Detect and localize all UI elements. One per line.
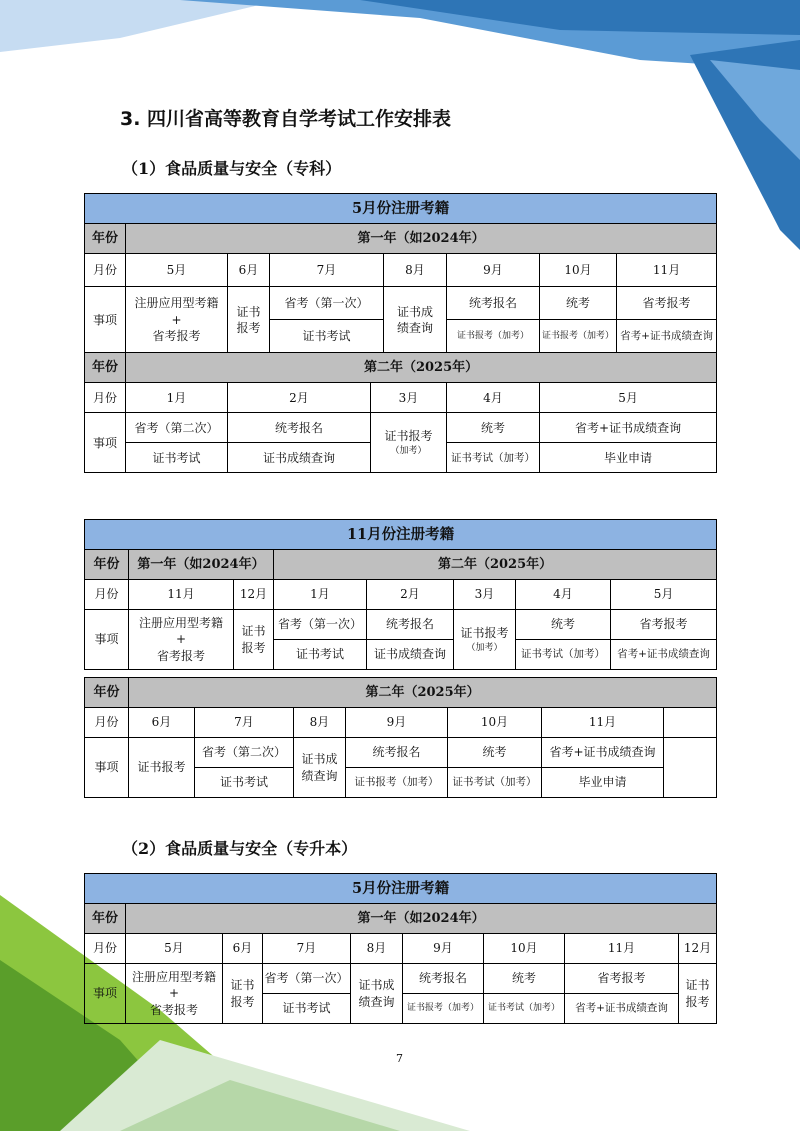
event-cell: 注册应用型考籍 + 省考报考 xyxy=(126,964,223,1024)
item-label: 事项 xyxy=(85,413,126,473)
event-cell: 证书考试 xyxy=(195,768,294,798)
month-cell: 2月 xyxy=(367,580,454,610)
year-second: 第二年（2025年） xyxy=(126,353,717,383)
month-cell: 12月 xyxy=(234,580,274,610)
month-cell: 11月 xyxy=(617,254,717,287)
event-cell: 证书成 绩查询 xyxy=(351,964,403,1024)
event-cell: 统考报名 xyxy=(447,287,540,320)
month-cell: 5月 xyxy=(540,383,717,413)
year-label: 年份 xyxy=(85,678,129,708)
year-label: 年份 xyxy=(85,224,126,254)
event-cell: 统考 xyxy=(484,964,565,994)
event-cell: 证书报考 xyxy=(129,738,195,798)
year-label: 年份 xyxy=(85,904,126,934)
month-cell: 9月 xyxy=(403,934,484,964)
month-cell: 11月 xyxy=(129,580,234,610)
month-cell: 5月 xyxy=(126,934,223,964)
event-cell: 证书报考（加考） xyxy=(540,320,617,353)
month-label: 月份 xyxy=(85,580,129,610)
schedule-table-may-associate xyxy=(84,193,717,473)
event-cell: 省考（第二次） xyxy=(126,413,228,443)
event-cell: 省考报考 xyxy=(565,964,679,994)
event-cell: 统考 xyxy=(448,738,542,768)
subsection-title-1: （1）食品质量与安全（专科） xyxy=(122,159,342,178)
event-cell: 省考（第一次） xyxy=(270,287,384,320)
event-cell: 注册应用型考籍 + 省考报考 xyxy=(129,610,234,670)
event-cell: 毕业申请 xyxy=(542,768,664,798)
month-label: 月份 xyxy=(85,708,129,738)
event-cell: 证书考试（加考） xyxy=(447,443,540,473)
table-caption: 5月份注册考籍 xyxy=(85,194,717,224)
item-label: 事项 xyxy=(85,610,129,670)
month-cell: 5月 xyxy=(126,254,228,287)
item-label: 事项 xyxy=(85,738,129,798)
event-cell: 证书报考（加考） xyxy=(447,320,540,353)
month-cell: 10月 xyxy=(448,708,542,738)
event-cell: 省考+证书成绩查询 xyxy=(540,413,717,443)
event-cell: 证书考试（加考） xyxy=(516,640,611,670)
event-cell: 证书报考 （加考） xyxy=(454,610,516,670)
event-cell: 证书报考（加考） xyxy=(403,994,484,1024)
event-cell: 统考 xyxy=(447,413,540,443)
month-cell: 11月 xyxy=(542,708,664,738)
table-caption: 11月份注册考籍 xyxy=(85,520,717,550)
month-cell: 12月 xyxy=(679,934,717,964)
month-cell: 6月 xyxy=(129,708,195,738)
schedule-table-may-bachelor xyxy=(84,873,717,1024)
month-cell: 10月 xyxy=(484,934,565,964)
year-first: 第一年（如2024年） xyxy=(129,550,274,580)
event-cell: 毕业申请 xyxy=(540,443,717,473)
event-cell: 证书成绩查询 xyxy=(367,640,454,670)
month-cell: 1月 xyxy=(126,383,228,413)
year-second: 第二年（2025年） xyxy=(274,550,717,580)
month-cell: 6月 xyxy=(223,934,263,964)
event-cell: 证书 报考 xyxy=(228,287,270,353)
event-cell: 统考 xyxy=(540,287,617,320)
event-cell: 统考 xyxy=(516,610,611,640)
event-cell: 证书报考 （加考） xyxy=(371,413,447,473)
event-cell: 证书 报考 xyxy=(679,964,717,1024)
month-cell: 7月 xyxy=(195,708,294,738)
event-cell: 证书考试（加考） xyxy=(448,768,542,798)
schedule-table-november-associate xyxy=(84,519,717,670)
year-first: 第一年（如2024年） xyxy=(126,904,717,934)
event-cell: 证书 报考 xyxy=(223,964,263,1024)
event-cell: 省考报考 xyxy=(611,610,717,640)
month-label: 月份 xyxy=(85,254,126,287)
month-cell xyxy=(664,708,717,738)
year-first: 第一年（如2024年） xyxy=(126,224,717,254)
month-cell: 9月 xyxy=(346,708,448,738)
year-label: 年份 xyxy=(85,550,129,580)
month-cell: 2月 xyxy=(228,383,371,413)
month-cell: 11月 xyxy=(565,934,679,964)
event-cell: 注册应用型考籍 + 省考报考 xyxy=(126,287,228,353)
month-cell: 10月 xyxy=(540,254,617,287)
month-cell: 7月 xyxy=(263,934,351,964)
month-cell: 3月 xyxy=(454,580,516,610)
event-cell: 省考（第一次） xyxy=(263,964,351,994)
event-cell: 证书报考（加考） xyxy=(346,768,448,798)
month-label: 月份 xyxy=(85,383,126,413)
event-cell: 证书考试 xyxy=(274,640,367,670)
month-cell: 1月 xyxy=(274,580,367,610)
event-cell: 证书成 绩查询 xyxy=(384,287,447,353)
table-caption: 5月份注册考籍 xyxy=(85,874,717,904)
event-cell: 证书考试 xyxy=(263,994,351,1024)
item-label: 事项 xyxy=(85,287,126,353)
event-cell: 省考（第一次） xyxy=(274,610,367,640)
subsection-title-2: （2）食品质量与安全（专升本） xyxy=(122,839,358,858)
month-cell: 7月 xyxy=(270,254,384,287)
event-cell: 证书成绩查询 xyxy=(228,443,371,473)
event-cell: 省考+证书成绩查询 xyxy=(565,994,679,1024)
year-second: 第二年（2025年） xyxy=(129,678,717,708)
month-cell: 9月 xyxy=(447,254,540,287)
month-cell: 6月 xyxy=(228,254,270,287)
month-cell: 8月 xyxy=(384,254,447,287)
event-cell: 证书考试 xyxy=(270,320,384,353)
event-cell: 统考报名 xyxy=(228,413,371,443)
page-number: 7 xyxy=(396,1052,403,1065)
event-cell: 统考报名 xyxy=(367,610,454,640)
event-cell: 证书考试（加考） xyxy=(484,994,565,1024)
event-cell: 省考+证书成绩查询 xyxy=(617,320,717,353)
item-label: 事项 xyxy=(85,964,126,1024)
event-cell: 省考报考 xyxy=(617,287,717,320)
event-cell: 证书成 绩查询 xyxy=(294,738,346,798)
month-cell: 8月 xyxy=(294,708,346,738)
event-cell: 证书考试 xyxy=(126,443,228,473)
month-cell: 3月 xyxy=(371,383,447,413)
month-cell: 4月 xyxy=(447,383,540,413)
event-cell: 证书 报考 xyxy=(234,610,274,670)
event-cell xyxy=(664,738,717,798)
event-cell: 统考报名 xyxy=(346,738,448,768)
schedule-table-november-associate-year2 xyxy=(84,677,717,798)
event-cell: 统考报名 xyxy=(403,964,484,994)
section-title: 3. 四川省高等教育自学考试工作安排表 xyxy=(120,108,452,130)
month-cell: 8月 xyxy=(351,934,403,964)
month-cell: 5月 xyxy=(611,580,717,610)
top-left-light-shape xyxy=(0,0,280,52)
month-cell: 4月 xyxy=(516,580,611,610)
month-label: 月份 xyxy=(85,934,126,964)
year-label: 年份 xyxy=(85,353,126,383)
event-cell: 省考+证书成绩查询 xyxy=(542,738,664,768)
event-cell: 省考（第二次） xyxy=(195,738,294,768)
event-cell: 省考+证书成绩查询 xyxy=(611,640,717,670)
